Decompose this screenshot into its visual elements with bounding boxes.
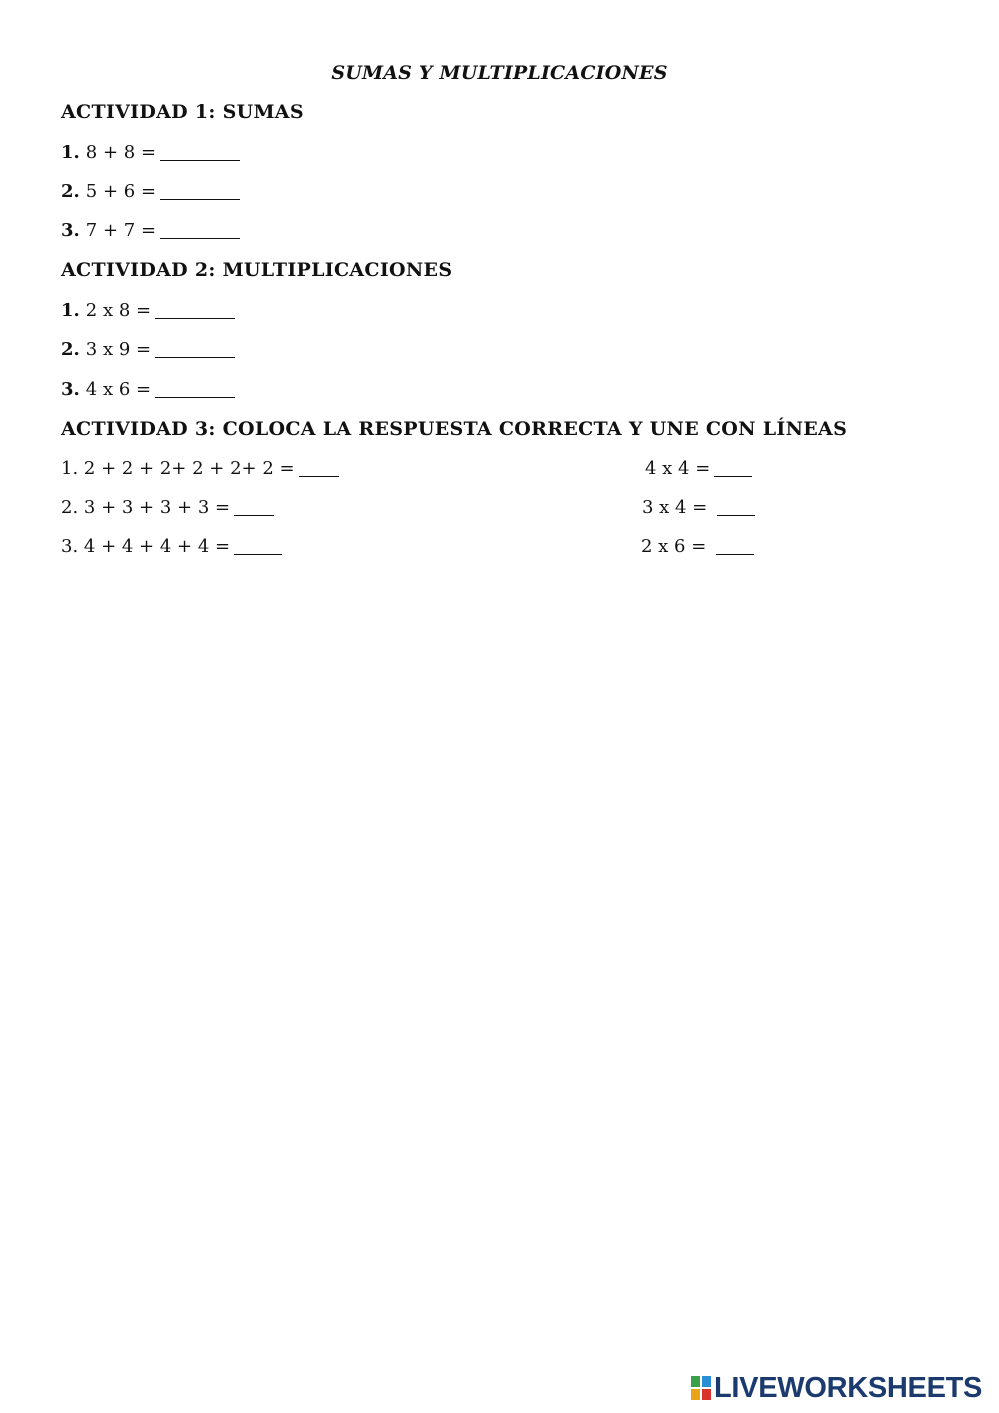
item-expression: 7 + 7 =: [85, 220, 157, 241]
activity-3-heading: ACTIVIDAD 3: COLOCA LA RESPUESTA CORRECTA Y UNE CON LÍNEAS: [61, 418, 848, 440]
answer-blank[interactable]: [155, 379, 235, 398]
answer-blank[interactable]: [717, 497, 755, 516]
answer-blank[interactable]: [299, 458, 339, 477]
activity-3-right-item-2: [642, 497, 755, 518]
item-number: 3.: [61, 220, 80, 241]
item-expression: 3 x 9 =: [85, 339, 152, 360]
logo-square-green: [690, 1375, 701, 1388]
activity-2-heading: ACTIVIDAD 2: MULTIPLICACIONES: [61, 259, 453, 281]
item-number: 2.: [61, 339, 80, 360]
answer-blank[interactable]: [716, 536, 754, 555]
activity-3-left-item-2: [61, 497, 274, 518]
product-expression: 2 x 6 =: [641, 536, 707, 557]
answer-blank[interactable]: [160, 142, 240, 161]
item-number: 1.: [61, 142, 80, 163]
logo-text: LIVEWORKSHEETS: [714, 1371, 983, 1404]
activity-2-item-3: [61, 379, 235, 400]
sum-expression: 2. 3 + 3 + 3 + 3 =: [61, 497, 231, 518]
page-title: SUMAS Y MULTIPLICACIONES: [331, 62, 668, 84]
item-number: 3.: [61, 379, 80, 400]
product-expression: 3 x 4 =: [642, 497, 708, 518]
activity-1-item-3: [61, 220, 240, 241]
activity-1-item-2: [61, 181, 240, 202]
answer-blank[interactable]: [160, 220, 240, 239]
activity-3-left-item-3: [61, 536, 282, 557]
item-number: 1.: [61, 300, 80, 321]
activity-2-item-1: [61, 300, 235, 321]
activity-2-item-2: [61, 339, 235, 360]
logo-square-red: [701, 1388, 712, 1401]
liveworksheets-logo-icon: [690, 1375, 712, 1401]
liveworksheets-logo[interactable]: [690, 1372, 982, 1404]
item-expression: 5 + 6 =: [85, 181, 157, 202]
answer-blank[interactable]: [155, 300, 235, 319]
activity-1-item-1: [61, 142, 240, 163]
item-number: 2.: [61, 181, 80, 202]
logo-square-orange: [690, 1388, 701, 1401]
answer-blank[interactable]: [234, 536, 282, 555]
activity-3-left-item-1: [61, 458, 339, 479]
answer-blank[interactable]: [234, 497, 274, 516]
activity-3-right-item-3: [641, 536, 754, 557]
answer-blank[interactable]: [155, 339, 235, 358]
item-expression: 2 x 8 =: [85, 300, 152, 321]
sum-expression: 3. 4 + 4 + 4 + 4 =: [61, 536, 231, 557]
logo-square-blue: [701, 1375, 712, 1388]
activity-1-heading: ACTIVIDAD 1: SUMAS: [61, 101, 304, 123]
item-expression: 4 x 6 =: [85, 379, 152, 400]
product-expression: 4 x 4 =: [645, 458, 711, 479]
item-expression: 8 + 8 =: [85, 142, 157, 163]
answer-blank[interactable]: [714, 458, 752, 477]
activity-3-right-item-1: [645, 458, 752, 479]
answer-blank[interactable]: [160, 181, 240, 200]
sum-expression: 1. 2 + 2 + 2+ 2 + 2+ 2 =: [61, 458, 295, 479]
